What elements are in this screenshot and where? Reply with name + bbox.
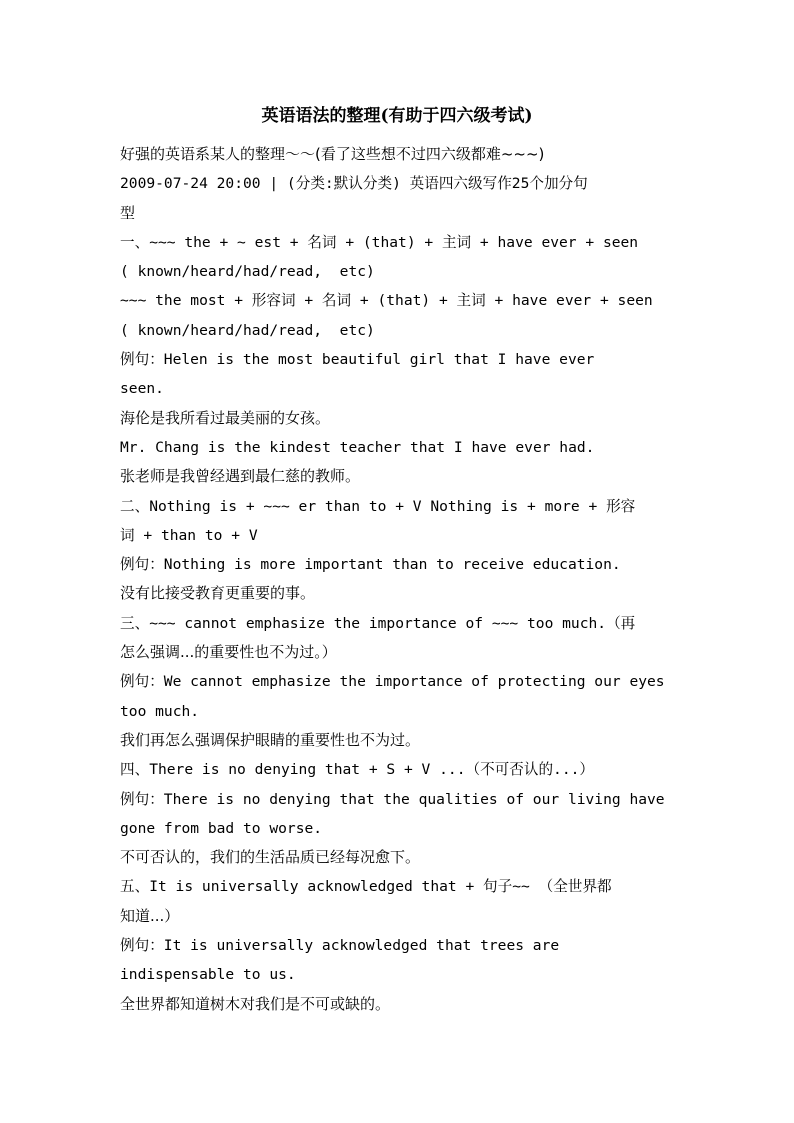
text-line: 例句：There is no denying that the qualities of our living have [120, 790, 665, 808]
document-body [120, 140, 720, 1019]
text-line: 词 + than to + V [120, 526, 258, 544]
text-line: 全世界都知道树木对我们是不可或缺的。 [120, 994, 391, 1013]
text-line: Mr. Chang is the kindest teacher that I have ever had. [120, 438, 595, 456]
text-line: 二、Nothing is + ~~~ er than to + V Nothing is + more + 形容 [120, 497, 636, 515]
document-title: 英语语法的整理(有助于四六级考试) [261, 106, 533, 126]
text-line: 一、~~~ the + ~ est + 名词 + (that) + 主词 + have ever + seen [120, 233, 639, 251]
text-line: 好强的英语系某人的整理～～(看了这些想不过四六级都难~~~) [120, 145, 545, 163]
text-line: 不可否认的，我们的生活品质已经每况愈下。 [120, 848, 421, 867]
text-line: 张老师是我曾经遇到最仁慈的教师。 [120, 467, 361, 486]
text-line: 型 [120, 203, 136, 222]
text-line: indispensable to us. [120, 966, 296, 984]
text-line: 2009-07-24 20:00 | (分类:默认分类) 英语四六级写作25个加分句 [120, 175, 588, 193]
text-line: ( known/heard/had/read, etc) [120, 321, 375, 339]
text-line: too much. [120, 702, 200, 720]
text-line: 三、~~~ cannot emphasize the importance of ~~~ too much.（再 [120, 614, 636, 632]
text-line: gone from bad to worse. [120, 819, 323, 837]
text-line: 知道...） [120, 906, 180, 925]
text-line: seen. [120, 380, 164, 398]
text-line: 我们再怎么强调保护眼睛的重要性也不为过。 [120, 730, 421, 749]
text-line: 怎么强调...的重要性也不为过。） [120, 643, 337, 662]
text-line: 例句：We cannot emphasize the importance of protecting our eyes [120, 673, 665, 691]
text-line: ( known/heard/had/read, etc) [120, 263, 375, 281]
text-line: 例句：Helen is the most beautiful girl that I have ever [120, 351, 595, 369]
text-line: 例句：It is universally acknowledged that trees are [120, 937, 560, 955]
text-line: 海伦是我所看过最美丽的女孩。 [120, 408, 331, 427]
text-line: 例句：Nothing is more important than to receive education. [120, 556, 621, 574]
text-line: 五、It is universally acknowledged that + 句子~~ （全世界都 [120, 878, 612, 896]
text-line: 四、There is no denying that + S + V ...（不可否认的...） [120, 761, 595, 779]
text-line: 没有比接受教育更重要的事。 [120, 584, 316, 603]
text-line: ~~~ the most + 形容词 + 名词 + (that) + 主词 + have ever + seen [120, 292, 653, 310]
